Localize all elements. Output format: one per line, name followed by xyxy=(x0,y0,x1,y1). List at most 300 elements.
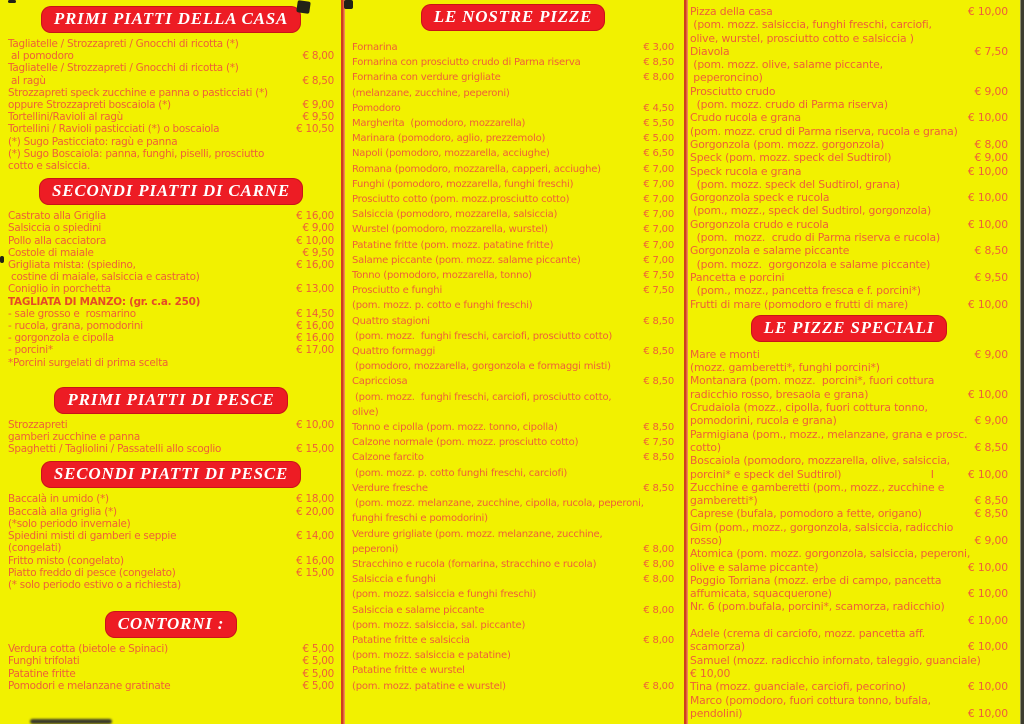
item-text: radicchio rosso, bresaola e grana) xyxy=(690,387,869,401)
item-text: Romana (pomodoro, mozzarella, capperi, acciughe) xyxy=(352,163,601,175)
menu-line xyxy=(8,542,334,554)
menu-line xyxy=(8,655,334,667)
item-text: (pom. mozz. funghi freschi, carciofi, prosciutto cotto) xyxy=(352,330,613,342)
section-header-row xyxy=(352,4,674,31)
item-price: € 8,00 xyxy=(643,72,674,84)
menu-line xyxy=(690,707,1008,720)
section-header: SECONDI PIATTI DI PESCE xyxy=(41,461,301,488)
menu-line xyxy=(690,71,1008,84)
item-text: (congelati) xyxy=(8,542,62,555)
item-text: (melanzane, zucchine, peperoni) xyxy=(352,87,510,99)
menu-line xyxy=(8,62,334,74)
menu-line xyxy=(352,238,674,253)
item-price: € 5,50 xyxy=(643,118,674,130)
menu-line xyxy=(352,663,674,678)
menu-line xyxy=(352,222,674,237)
item-price: € 15,00 xyxy=(296,443,334,456)
menu-line xyxy=(352,146,674,161)
item-text: (*) Sugo Pasticciato: ragù e panna xyxy=(8,135,178,148)
item-price: € 7,00 xyxy=(643,194,674,206)
menu-line xyxy=(690,361,1008,374)
menu-line xyxy=(352,527,674,542)
item-text: Nr. 6 (pom.bufala, porcini*, scamorza, radicchio) xyxy=(690,600,945,614)
item-text: Samuel (mozz. radicchio infornato, taleggio, guanciale) xyxy=(690,653,981,667)
item-text: Quattro formaggi xyxy=(352,346,436,358)
menu-line xyxy=(352,633,674,648)
menu-line xyxy=(352,481,674,496)
menu-line xyxy=(690,694,1008,707)
item-price: € 17,00 xyxy=(296,344,334,357)
item-price: € 9,00 xyxy=(974,533,1008,547)
menu-line xyxy=(352,618,674,633)
menu-line xyxy=(690,428,1008,441)
menu-line xyxy=(690,587,1008,600)
item-price: € 16,00 xyxy=(296,210,334,223)
item-price: € 8,00 xyxy=(974,137,1008,151)
item-price: € 9,00 xyxy=(974,151,1008,165)
item-price: € 8,50 xyxy=(643,482,674,494)
item-text: cotto) xyxy=(690,440,721,454)
item-price: € 18,00 xyxy=(296,493,334,506)
item-text: Gim (pom., mozz., gorgonzola, salsiccia, radicchio xyxy=(690,520,954,534)
section-spacer xyxy=(8,591,334,605)
menu-line xyxy=(352,587,674,602)
section-header-row xyxy=(8,6,334,33)
menu-line xyxy=(690,191,1008,204)
menu-line xyxy=(690,98,1008,111)
menu-line xyxy=(690,284,1008,297)
item-price: € 10,00 xyxy=(296,418,334,431)
item-text: Marinara (pomodoro, aglio, prezzemolo) xyxy=(352,133,546,145)
menu-line xyxy=(690,521,1008,534)
menu-line xyxy=(8,443,334,455)
item-text: Spiedini misti di gamberi e seppie xyxy=(8,530,177,543)
menu-line xyxy=(352,329,674,344)
item-text: oppure Strozzapreti boscaiola (*) xyxy=(8,99,171,112)
item-price: € 10,00 xyxy=(967,467,1008,481)
menu-line xyxy=(352,511,674,526)
item-text: Prosciutto crudo xyxy=(690,84,776,98)
item-text: Crudaiola (mozz., cipolla, fuori cottura tonno, xyxy=(690,401,928,415)
menu-line xyxy=(352,207,674,222)
menu-line xyxy=(690,348,1008,361)
menu-line xyxy=(690,414,1008,427)
menu-line xyxy=(8,259,334,271)
item-price: € 7,50 xyxy=(643,437,674,449)
menu-line xyxy=(352,283,674,298)
menu-line xyxy=(352,557,674,572)
menu-line xyxy=(690,574,1008,587)
menu-line xyxy=(8,530,334,542)
item-text: Baccalà alla griglia (*) xyxy=(8,505,117,518)
item-text: (* solo periodo estivo o a richiesta) xyxy=(8,578,181,591)
ink-speck xyxy=(0,256,4,263)
item-text: Gorgonzola crudo e rucola xyxy=(690,217,829,231)
item-price: € 9,50 xyxy=(302,246,334,259)
menu-line xyxy=(352,253,674,268)
item-text: Patatine fritte e wurstel xyxy=(352,665,465,677)
item-text: olive e salame piccante) xyxy=(690,560,819,574)
menu-line xyxy=(352,359,674,374)
item-text: (pom. mozz. melanzane, zucchine, cipolla, rucola, peperoni, xyxy=(352,498,644,510)
item-text: Gorgonzola speck e rucola xyxy=(690,191,830,205)
menu-line xyxy=(690,454,1008,467)
item-text: Calzone normale (pom. mozz. prosciutto cotto) xyxy=(352,437,579,449)
menu-line xyxy=(352,40,674,55)
item-price: € 10,00 xyxy=(967,387,1008,401)
menu-line xyxy=(8,50,334,62)
item-text: (mozz. gamberetti*, funghi porcini*) xyxy=(690,361,880,375)
menu-line xyxy=(690,298,1008,311)
menu-line xyxy=(690,178,1008,191)
item-price: € 8,00 xyxy=(643,604,674,616)
item-text: - sale grosso e rosmarino xyxy=(8,307,136,320)
item-text: scamorza) xyxy=(690,640,745,654)
menu-line xyxy=(352,162,674,177)
item-text: Strozzapreti xyxy=(8,418,68,431)
item-text: Salsiccia (pomodoro, mozzarella, salsiccia) xyxy=(352,209,558,221)
item-text: Pancetta e porcini xyxy=(690,270,785,284)
menu-line xyxy=(690,45,1008,58)
item-text: Piatto freddo di pesce (congelato) xyxy=(8,566,176,579)
menu-line xyxy=(690,18,1008,31)
item-text: (pom. mozz. gorgonzola e salame piccante) xyxy=(690,257,931,271)
menu-line xyxy=(690,388,1008,401)
item-price: € 8,50 xyxy=(643,346,674,358)
menu-line xyxy=(352,101,674,116)
menu-line xyxy=(8,222,334,234)
item-text: (pom. mozz. salsiccia e patatine) xyxy=(352,650,511,662)
item-text: Caprese (bufala, pomodoro a fette, origano) xyxy=(690,507,922,521)
menu-line xyxy=(8,160,334,172)
item-price: € 8,50 xyxy=(974,244,1008,258)
item-text: al pomodoro xyxy=(8,50,74,63)
item-text: - rucola, grana, pomodorini xyxy=(8,320,143,333)
menu-line xyxy=(690,85,1008,98)
item-price: € 8,50 xyxy=(643,376,674,388)
item-text: Salsiccia e salame piccante xyxy=(352,604,485,616)
item-price: € 9,50 xyxy=(302,111,334,124)
section-header: PRIMI PIATTI DI PESCE xyxy=(54,387,287,414)
item-price: € 7,50 xyxy=(974,44,1008,58)
section-header: PRIMI PIATTI DELLA CASA xyxy=(41,6,301,33)
item-text: Funghi trifolati xyxy=(8,655,80,668)
item-text: Strozzapreti speck zucchine e panna o pasticciati (*) xyxy=(8,86,268,99)
menu-line xyxy=(690,547,1008,560)
item-price: € 10,00 xyxy=(967,640,1008,654)
item-text: Fornarina xyxy=(352,42,398,53)
item-text: Adele (crema di carciofo, mozz. pancetta aff. xyxy=(690,627,926,641)
item-text: Prosciutto cotto (pom. mozz.prosciutto cotto) xyxy=(352,194,570,206)
item-text: Wurstel (pomodoro, mozzarella, wurstel) xyxy=(352,224,548,236)
item-text: Tonno (pomodoro, mozzarella, tonno) xyxy=(352,270,532,282)
menu-line xyxy=(8,506,334,518)
item-text: (pom. mozz. crudo di Parma riserva) xyxy=(690,98,888,112)
item-text: Tortellini/Ravioli al ragù xyxy=(8,111,124,124)
item-price: € 8,00 xyxy=(643,634,674,646)
menu-line xyxy=(8,357,334,369)
menu-line xyxy=(352,268,674,283)
item-text: Spaghetti / Tagliolini / Passatelli allo scoglio xyxy=(8,443,222,456)
menu-line xyxy=(690,614,1008,627)
item-price: € 7,50 xyxy=(643,285,674,297)
section-header-row xyxy=(8,461,334,488)
item-price: € 5,00 xyxy=(302,667,334,680)
menu-line xyxy=(352,192,674,207)
section-header-row xyxy=(690,315,1008,342)
item-price: € 7,00 xyxy=(643,239,674,251)
menu-line xyxy=(8,296,334,308)
section-header: LE PIZZE SPECIALI xyxy=(751,315,947,342)
item-price: € 10,00 xyxy=(967,111,1008,125)
item-price: € 20,00 xyxy=(296,505,334,518)
menu-line xyxy=(690,218,1008,231)
menu-line xyxy=(352,298,674,313)
item-text: Montanara (pom. mozz. porcini*, fuori cottura xyxy=(690,374,935,388)
menu-line xyxy=(8,210,334,222)
item-price: € 10,00 xyxy=(967,587,1008,601)
menu-line xyxy=(8,123,334,135)
menu-line xyxy=(8,87,334,99)
item-text: affumicata, squacquerone) xyxy=(690,587,832,601)
menu-line xyxy=(690,481,1008,494)
menu-line xyxy=(8,555,334,567)
menu-line xyxy=(690,231,1008,244)
menu-line xyxy=(690,258,1008,271)
menu-line xyxy=(352,55,674,70)
menu-line xyxy=(352,572,674,587)
section-header-row xyxy=(8,611,334,638)
menu-line xyxy=(8,271,334,283)
item-price: € 9,00 xyxy=(302,222,334,235)
item-text: Tagliatelle / Strozzapreti / Gnocchi di ricotta (*) xyxy=(8,62,239,75)
item-text: Mare e monti xyxy=(690,347,760,361)
menu-line xyxy=(690,125,1008,138)
item-text: (pom. mozz. salsiccia, sal. piccante) xyxy=(352,619,526,631)
item-text: (*solo periodo invernale) xyxy=(8,517,131,530)
menu-line xyxy=(8,493,334,505)
menu-line xyxy=(690,151,1008,164)
item-text: Stracchino e rucola (fornarina, stracchino e rucola) xyxy=(352,558,597,570)
item-price: € 8,50 xyxy=(974,494,1008,508)
item-text: Diavola xyxy=(690,44,730,58)
item-text: rosso) xyxy=(690,533,722,547)
item-price: € 4,50 xyxy=(643,102,674,114)
item-text: Poggio Torriana (mozz. erbe di campo, pancetta xyxy=(690,573,942,587)
item-price: € 3,00 xyxy=(643,42,674,53)
menu-line xyxy=(690,204,1008,217)
section-header: CONTORNI : xyxy=(105,611,237,638)
section-header-row xyxy=(8,387,334,414)
item-text: - gorgonzola e cipolla xyxy=(8,332,114,345)
menu-line xyxy=(352,177,674,192)
menu-line xyxy=(352,679,674,694)
menu-line xyxy=(352,70,674,85)
item-text: Napoli (pomodoro, mozzarella, acciughe) xyxy=(352,148,550,160)
menu-line xyxy=(8,308,334,320)
menu-line xyxy=(8,320,334,332)
menu-line xyxy=(8,247,334,259)
item-text: Boscaiola (pomodoro, mozzarella, olive, salsiccia, xyxy=(690,454,950,468)
item-text: Capricciosa xyxy=(352,376,408,388)
item-price: € 8,50 xyxy=(974,440,1008,454)
menu-line xyxy=(690,138,1008,151)
item-price: € 10,00 xyxy=(967,680,1008,694)
item-text: *Porcini surgelati di prima scelta xyxy=(8,356,169,369)
item-text: olive) xyxy=(352,406,379,418)
item-price: € 7,00 xyxy=(643,254,674,266)
item-text: Verdura cotta (bietole e Spinaci) xyxy=(8,643,168,656)
item-text: Fornarina con verdure grigliate xyxy=(352,72,501,84)
item-price: € 8,00 xyxy=(643,543,674,555)
item-text: olive, wurstel, prosciutto cotto e salsiccia ) xyxy=(690,31,914,45)
item-price: € 14,00 xyxy=(296,530,334,543)
menu-line xyxy=(8,332,334,344)
ink-speck xyxy=(296,0,311,14)
item-price: € 14,50 xyxy=(296,307,334,320)
item-price: € 9,00 xyxy=(974,347,1008,361)
menu-line xyxy=(8,567,334,579)
menu-line xyxy=(690,5,1008,18)
item-text: Fritto misto (congelato) xyxy=(8,554,124,567)
menu-line xyxy=(352,603,674,618)
item-text: Crudo rucola e grana xyxy=(690,111,802,125)
menu-line xyxy=(690,667,1008,680)
item-text: Calzone farcito xyxy=(352,452,424,464)
item-text: (pom., mozz., speck del Sudtirol, gorgonzola) xyxy=(690,204,932,218)
menu-line xyxy=(8,518,334,530)
item-price: € 16,00 xyxy=(296,332,334,345)
item-price: € 10,50 xyxy=(296,123,334,136)
item-text: (pom. mozz. speck del Sudtirol, grana) xyxy=(690,177,900,191)
menu-column-middle xyxy=(345,0,684,724)
item-price: € 10,00 xyxy=(967,217,1008,231)
item-price: € 5,00 xyxy=(643,133,674,145)
menu-line xyxy=(690,374,1008,387)
item-text: Quattro stagioni xyxy=(352,315,430,327)
menu-line xyxy=(8,235,334,247)
item-text: Salsiccia o spiedini xyxy=(8,222,102,235)
item-price: € 8,50 xyxy=(643,57,674,69)
item-text: Tonno e cipolla (pom. mozz. tonno, cipolla) xyxy=(352,422,558,434)
menu-line xyxy=(8,419,334,431)
item-text: Salsiccia e funghi xyxy=(352,574,436,586)
ink-speck xyxy=(344,0,353,9)
item-text: Verdure fresche xyxy=(352,482,428,494)
item-text: Margherita (pomodoro, mozzarella) xyxy=(352,118,526,130)
item-text: funghi freschi e pomodorini) xyxy=(352,513,488,525)
menu-line xyxy=(690,494,1008,507)
menu-line xyxy=(8,75,334,87)
item-price: € 6,50 xyxy=(643,148,674,160)
item-price: € 9,00 xyxy=(974,414,1008,428)
scan-smudge xyxy=(30,719,112,724)
item-price: € 10,00 xyxy=(967,5,1008,18)
item-text: Tagliatelle / Strozzapreti / Gnocchi di ricotta (*) xyxy=(8,38,239,50)
item-text: peperoncino) xyxy=(690,71,763,85)
menu-line xyxy=(352,344,674,359)
menu-line xyxy=(8,283,334,295)
item-price: € 8,50 xyxy=(974,507,1008,521)
item-price: € 8,50 xyxy=(643,315,674,327)
menu-line xyxy=(352,435,674,450)
item-text: gamberetti*) xyxy=(690,494,758,508)
item-text: (pom. mozz. p. cotto funghi freschi, carciofi) xyxy=(352,467,568,479)
item-text: (pom. mozz. salsiccia, funghi freschi, carciofi, xyxy=(690,18,932,32)
item-price: € 8,00 xyxy=(643,680,674,692)
item-text: (pomodoro, mozzarella, gorgonzola e formaggi misti) xyxy=(352,361,611,373)
menu-line xyxy=(352,116,674,131)
item-text: pendolini) xyxy=(690,706,743,720)
menu-column-right xyxy=(688,0,1020,724)
item-text: Baccalà in umido (*) xyxy=(8,493,109,506)
menu-line xyxy=(8,111,334,123)
item-price: € 10,00 xyxy=(967,297,1008,311)
item-text: porcini* e speck del Sudtirol) xyxy=(690,467,842,481)
item-text: Parmigiana (pom., mozz., melanzane, grana e prosc. xyxy=(690,427,968,441)
menu-line xyxy=(690,600,1008,613)
item-text: Patatine fritte xyxy=(8,667,76,680)
item-price: € 10,00 xyxy=(967,560,1008,574)
page-edge-shadow xyxy=(1020,0,1024,724)
menu-line xyxy=(690,244,1008,257)
menu-line xyxy=(8,344,334,356)
item-price: € 8,00 xyxy=(302,50,334,63)
item-price: € 10,00 xyxy=(296,234,334,247)
item-text: Funghi (pomodoro, mozzarella, funghi freschi) xyxy=(352,178,574,190)
item-text: Pizza della casa xyxy=(690,5,773,18)
item-price: € 5,00 xyxy=(302,655,334,668)
item-text: Prosciutto e funghi xyxy=(352,285,443,297)
item-text: (*) Sugo Boscaiola: panna, funghi, piselli, prosciutto xyxy=(8,147,265,160)
item-price: € 5,00 xyxy=(302,679,334,692)
item-price: € 15,00 xyxy=(296,566,334,579)
item-text: Salame piccante (pom. mozz. salame piccante) xyxy=(352,254,581,266)
item-price: € 8,00 xyxy=(643,574,674,586)
item-text: Coniglio in porchetta xyxy=(8,283,111,296)
menu-line xyxy=(8,99,334,111)
item-text: Gorgonzola e salame piccante xyxy=(690,244,850,258)
menu-line xyxy=(352,496,674,511)
section-header: SECONDI PIATTI DI CARNE xyxy=(39,178,303,205)
item-text: Pomodori e melanzane gratinate xyxy=(8,679,171,692)
item-price: € 7,00 xyxy=(643,224,674,236)
item-text: (pom. mozz. crud di Parma riserva, rucola e grana) xyxy=(690,124,958,138)
menu-line xyxy=(8,643,334,655)
item-price: € 10,00 xyxy=(967,706,1008,720)
ink-speck xyxy=(8,0,16,3)
item-text: Tina (mozz. guanciale, carciofi, pecorino) xyxy=(690,680,906,694)
item-text: (pom. mozz. olive, salame piccante, xyxy=(690,58,883,72)
item-text: Marco (pomodoro, fuori cottura tonno, bufala, xyxy=(690,693,931,707)
item-text: al ragù xyxy=(8,74,46,87)
item-text: (pom. mozz. crudo di Parma riserva e rucola) xyxy=(690,231,941,245)
menu-line xyxy=(690,680,1008,693)
item-price: € 5,00 xyxy=(302,643,334,656)
menu-line xyxy=(690,468,1008,481)
menu-line xyxy=(352,86,674,101)
menu-line xyxy=(690,561,1008,574)
menu-line xyxy=(8,136,334,148)
item-price: € 16,00 xyxy=(296,259,334,272)
menu-line xyxy=(690,58,1008,71)
item-price: € 8,50 xyxy=(643,422,674,434)
item-price: € 10,00 xyxy=(967,191,1008,205)
item-text: Speck (pom. mozz. speck del Sudtirol) xyxy=(690,151,892,165)
item-price: € 8,50 xyxy=(302,74,334,87)
item-price: € 13,00 xyxy=(296,283,334,296)
menu-line xyxy=(352,374,674,389)
